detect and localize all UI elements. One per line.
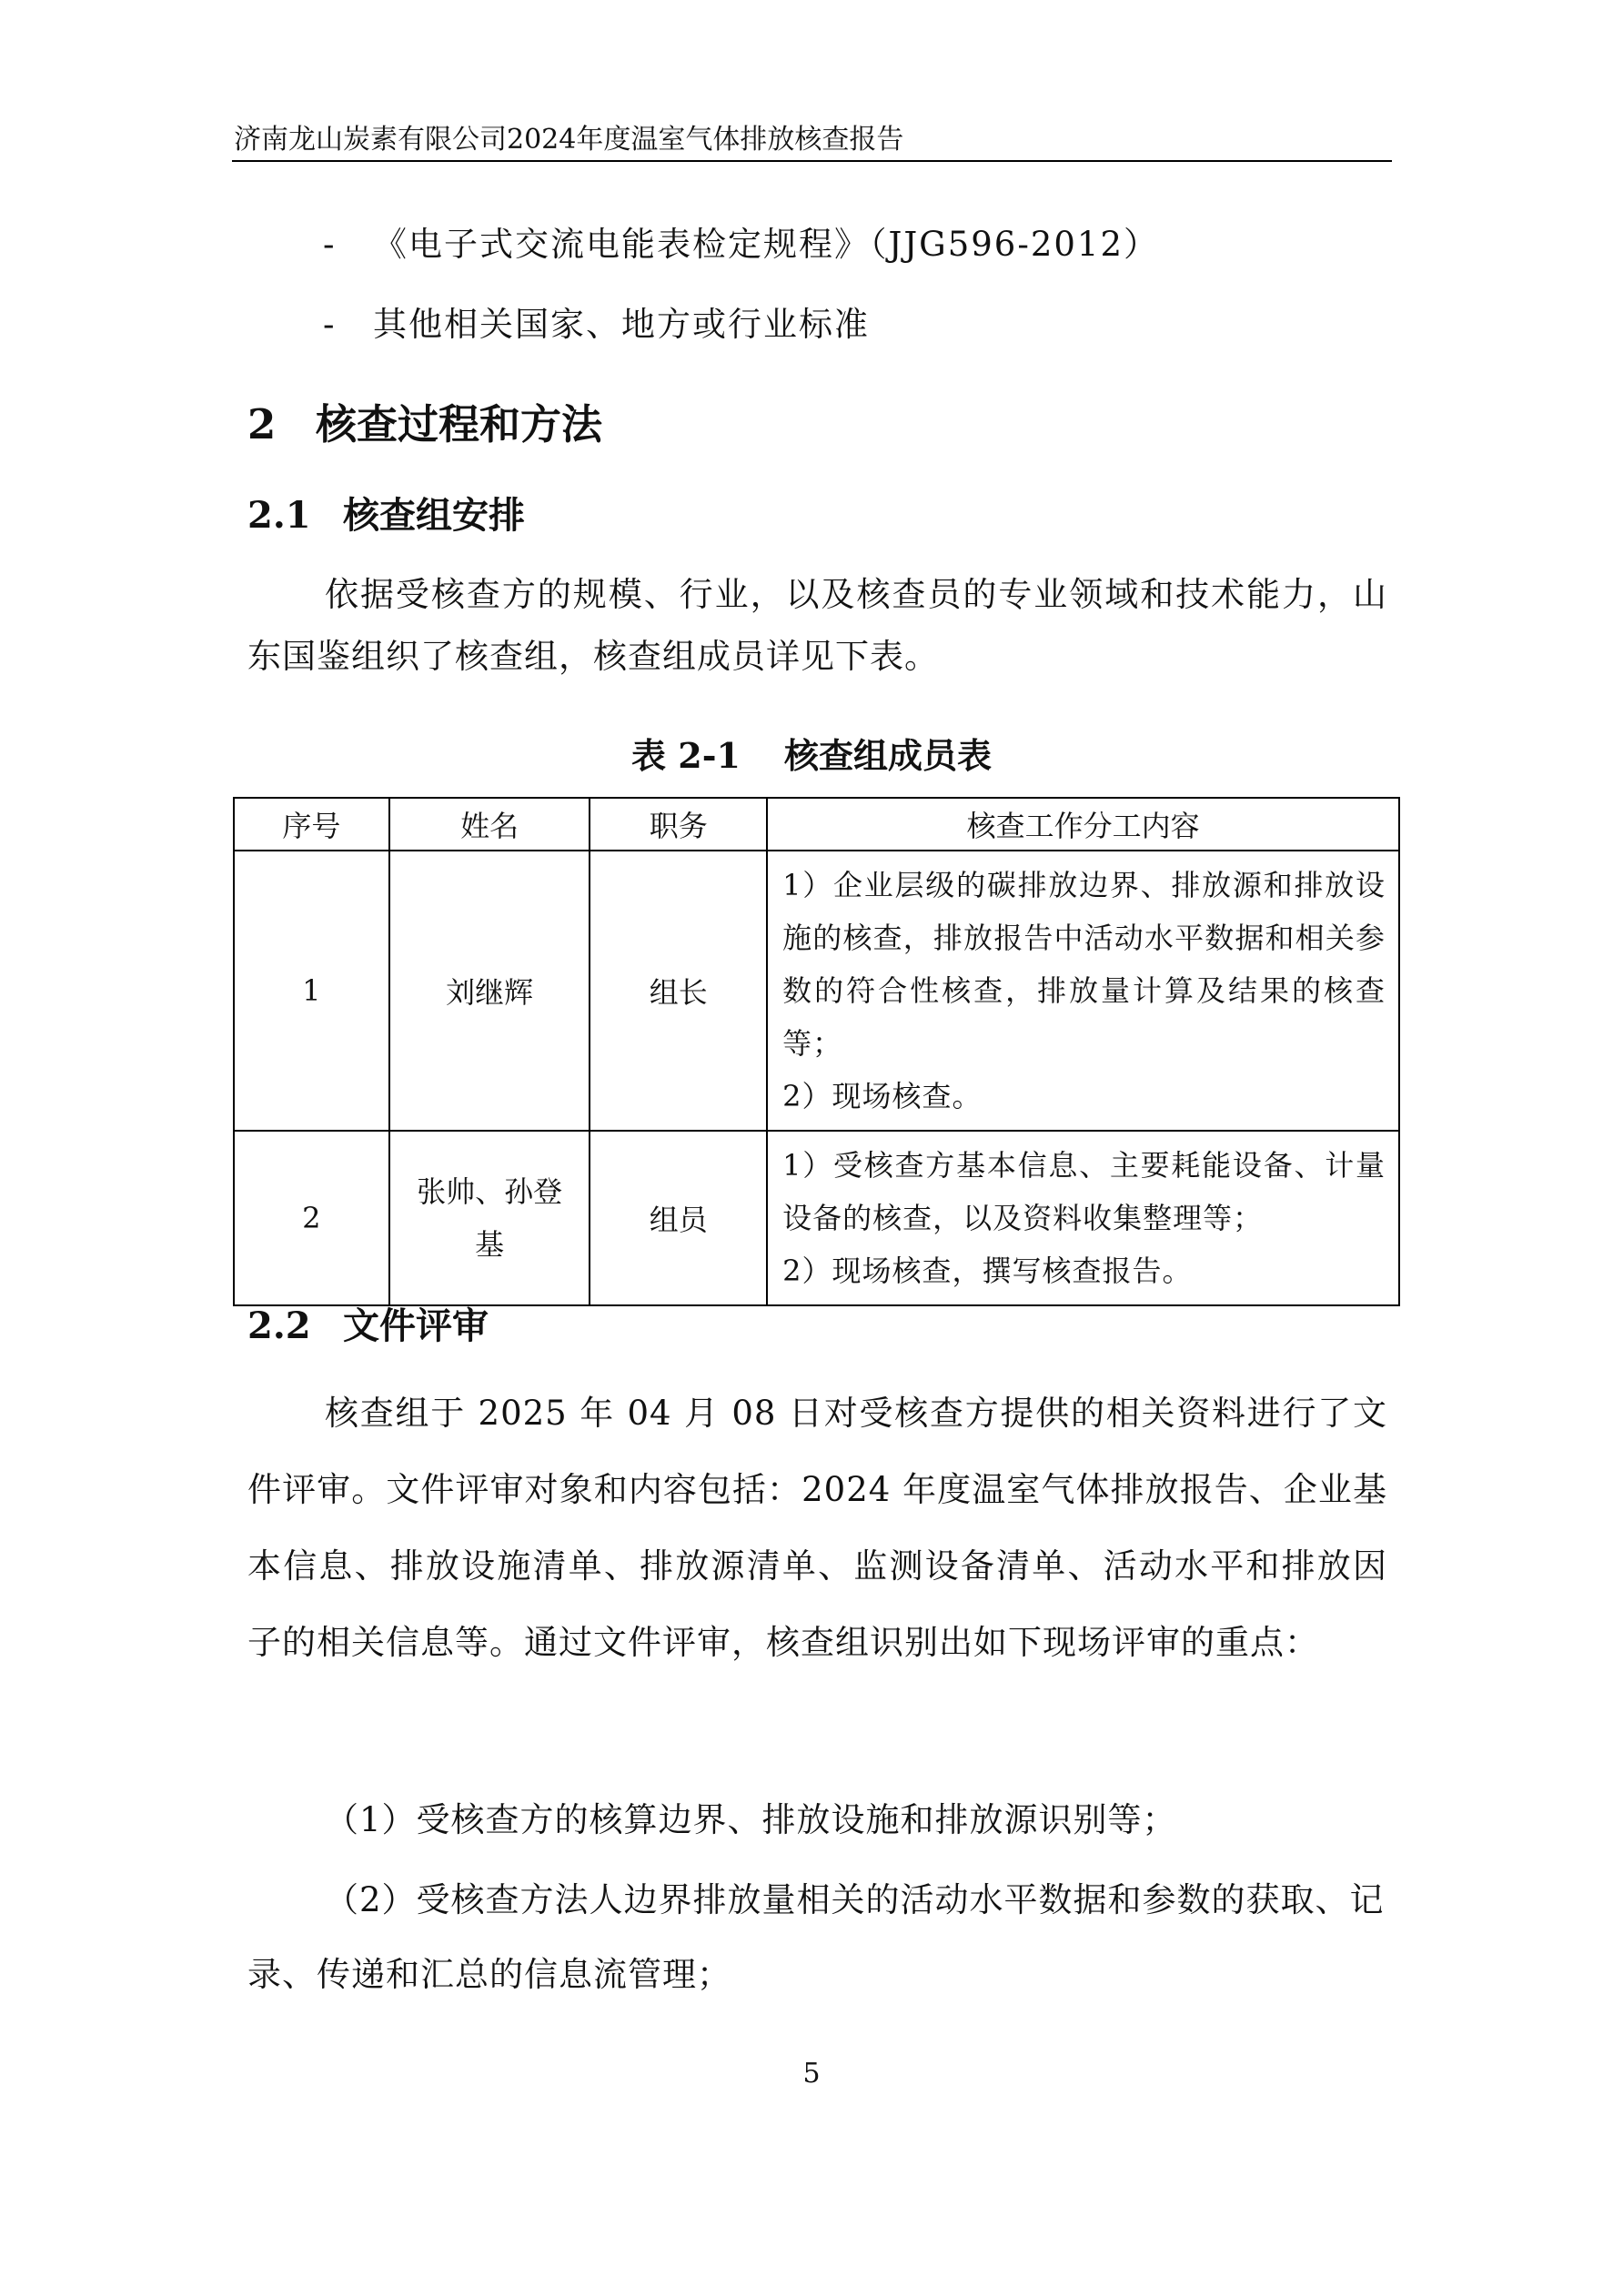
table-caption-title: 核查组成员表 — [783, 735, 992, 776]
bullet-text: 《电子式交流电能表检定规程》（JJG596-2012） — [373, 225, 1160, 264]
page-number: 5 — [802, 2058, 821, 2090]
cell-duties — [767, 851, 1399, 1131]
table-row — [234, 851, 1399, 1131]
subsection-title: 文件评审 — [343, 1304, 489, 1347]
cell-role: 组员 — [590, 1131, 767, 1305]
table-caption — [0, 728, 1623, 778]
body-paragraph: 依据受核查方的规模、行业，以及核查员的专业领域和技术能力，山东国鉴组织了核查组，核查组成员详见下表。 — [247, 575, 1387, 676]
section-number: 2 — [247, 400, 277, 448]
bullet-item — [323, 217, 1159, 266]
members-table — [233, 797, 1400, 1306]
cell-role: 组长 — [590, 851, 767, 1131]
duty-line: 1）受核查方基本信息、主要耗能设备、计量设备的核查，以及资料收集整理等； — [782, 1148, 1386, 1235]
section-heading — [247, 391, 602, 450]
column-header: 姓名 — [389, 798, 590, 851]
bullet-item — [323, 297, 870, 346]
bullet-text: 其他相关国家、地方或行业标准 — [373, 305, 870, 344]
subsection-heading — [247, 487, 525, 539]
table-row — [234, 1131, 1399, 1305]
header-rule — [232, 160, 1392, 162]
duty-line: 2）现场核查，撰写核查报告。 — [782, 1254, 1193, 1288]
column-header: 核查工作分工内容 — [767, 798, 1399, 851]
table-caption-number: 表 2-1 — [631, 735, 741, 776]
list-item: （1）受核查方的核算边界、排放设施和排放源识别等； — [325, 1800, 1177, 1839]
cell-duties — [767, 1131, 1399, 1305]
duty-line: 1）企业层级的碳排放边界、排放源和排放设施的核查，排放报告中活动水平数据和相关参数的符合性核查，排放量计算及结果的核查等； — [782, 868, 1386, 1061]
cell-name: 张帅、孙登基 — [389, 1131, 590, 1305]
subsection-number: 2.2 — [247, 1304, 311, 1347]
duty-line: 2）现场核查。 — [782, 1079, 983, 1113]
bullet-dash: - — [323, 225, 337, 264]
list-item: （2）受核查方法人边界排放量相关的活动水平数据和参数的获取、记录、传递和汇总的信息流管理； — [247, 1880, 1385, 1994]
cell-number: 1 — [234, 851, 389, 1131]
subsection-title: 核查组安排 — [343, 494, 525, 537]
column-header: 职务 — [590, 798, 767, 851]
table-header-row — [234, 798, 1399, 851]
running-header: 济南龙山炭素有限公司2024年度温室气体排放核查报告 — [234, 124, 904, 156]
subsection-heading — [247, 1297, 489, 1349]
cell-number: 2 — [234, 1131, 389, 1305]
column-header: 序号 — [234, 798, 389, 851]
section-title: 核查过程和方法 — [316, 400, 603, 448]
body-paragraph: 核查组于 2025 年 04 月 08 日对受核查方提供的相关资料进行了文件评审。文件评审对象和内容包括：2024 年度温室气体排放报告、企业基本信息、排放设施清单、排放源清单、监测设备清单、活动水平和排放因子的相关信息等。通过文件评审，核查组识别出如下现场评审的重点： — [247, 1394, 1387, 1662]
subsection-number: 2.1 — [247, 494, 311, 537]
bullet-dash: - — [323, 305, 337, 344]
cell-name: 刘继辉 — [389, 851, 590, 1131]
